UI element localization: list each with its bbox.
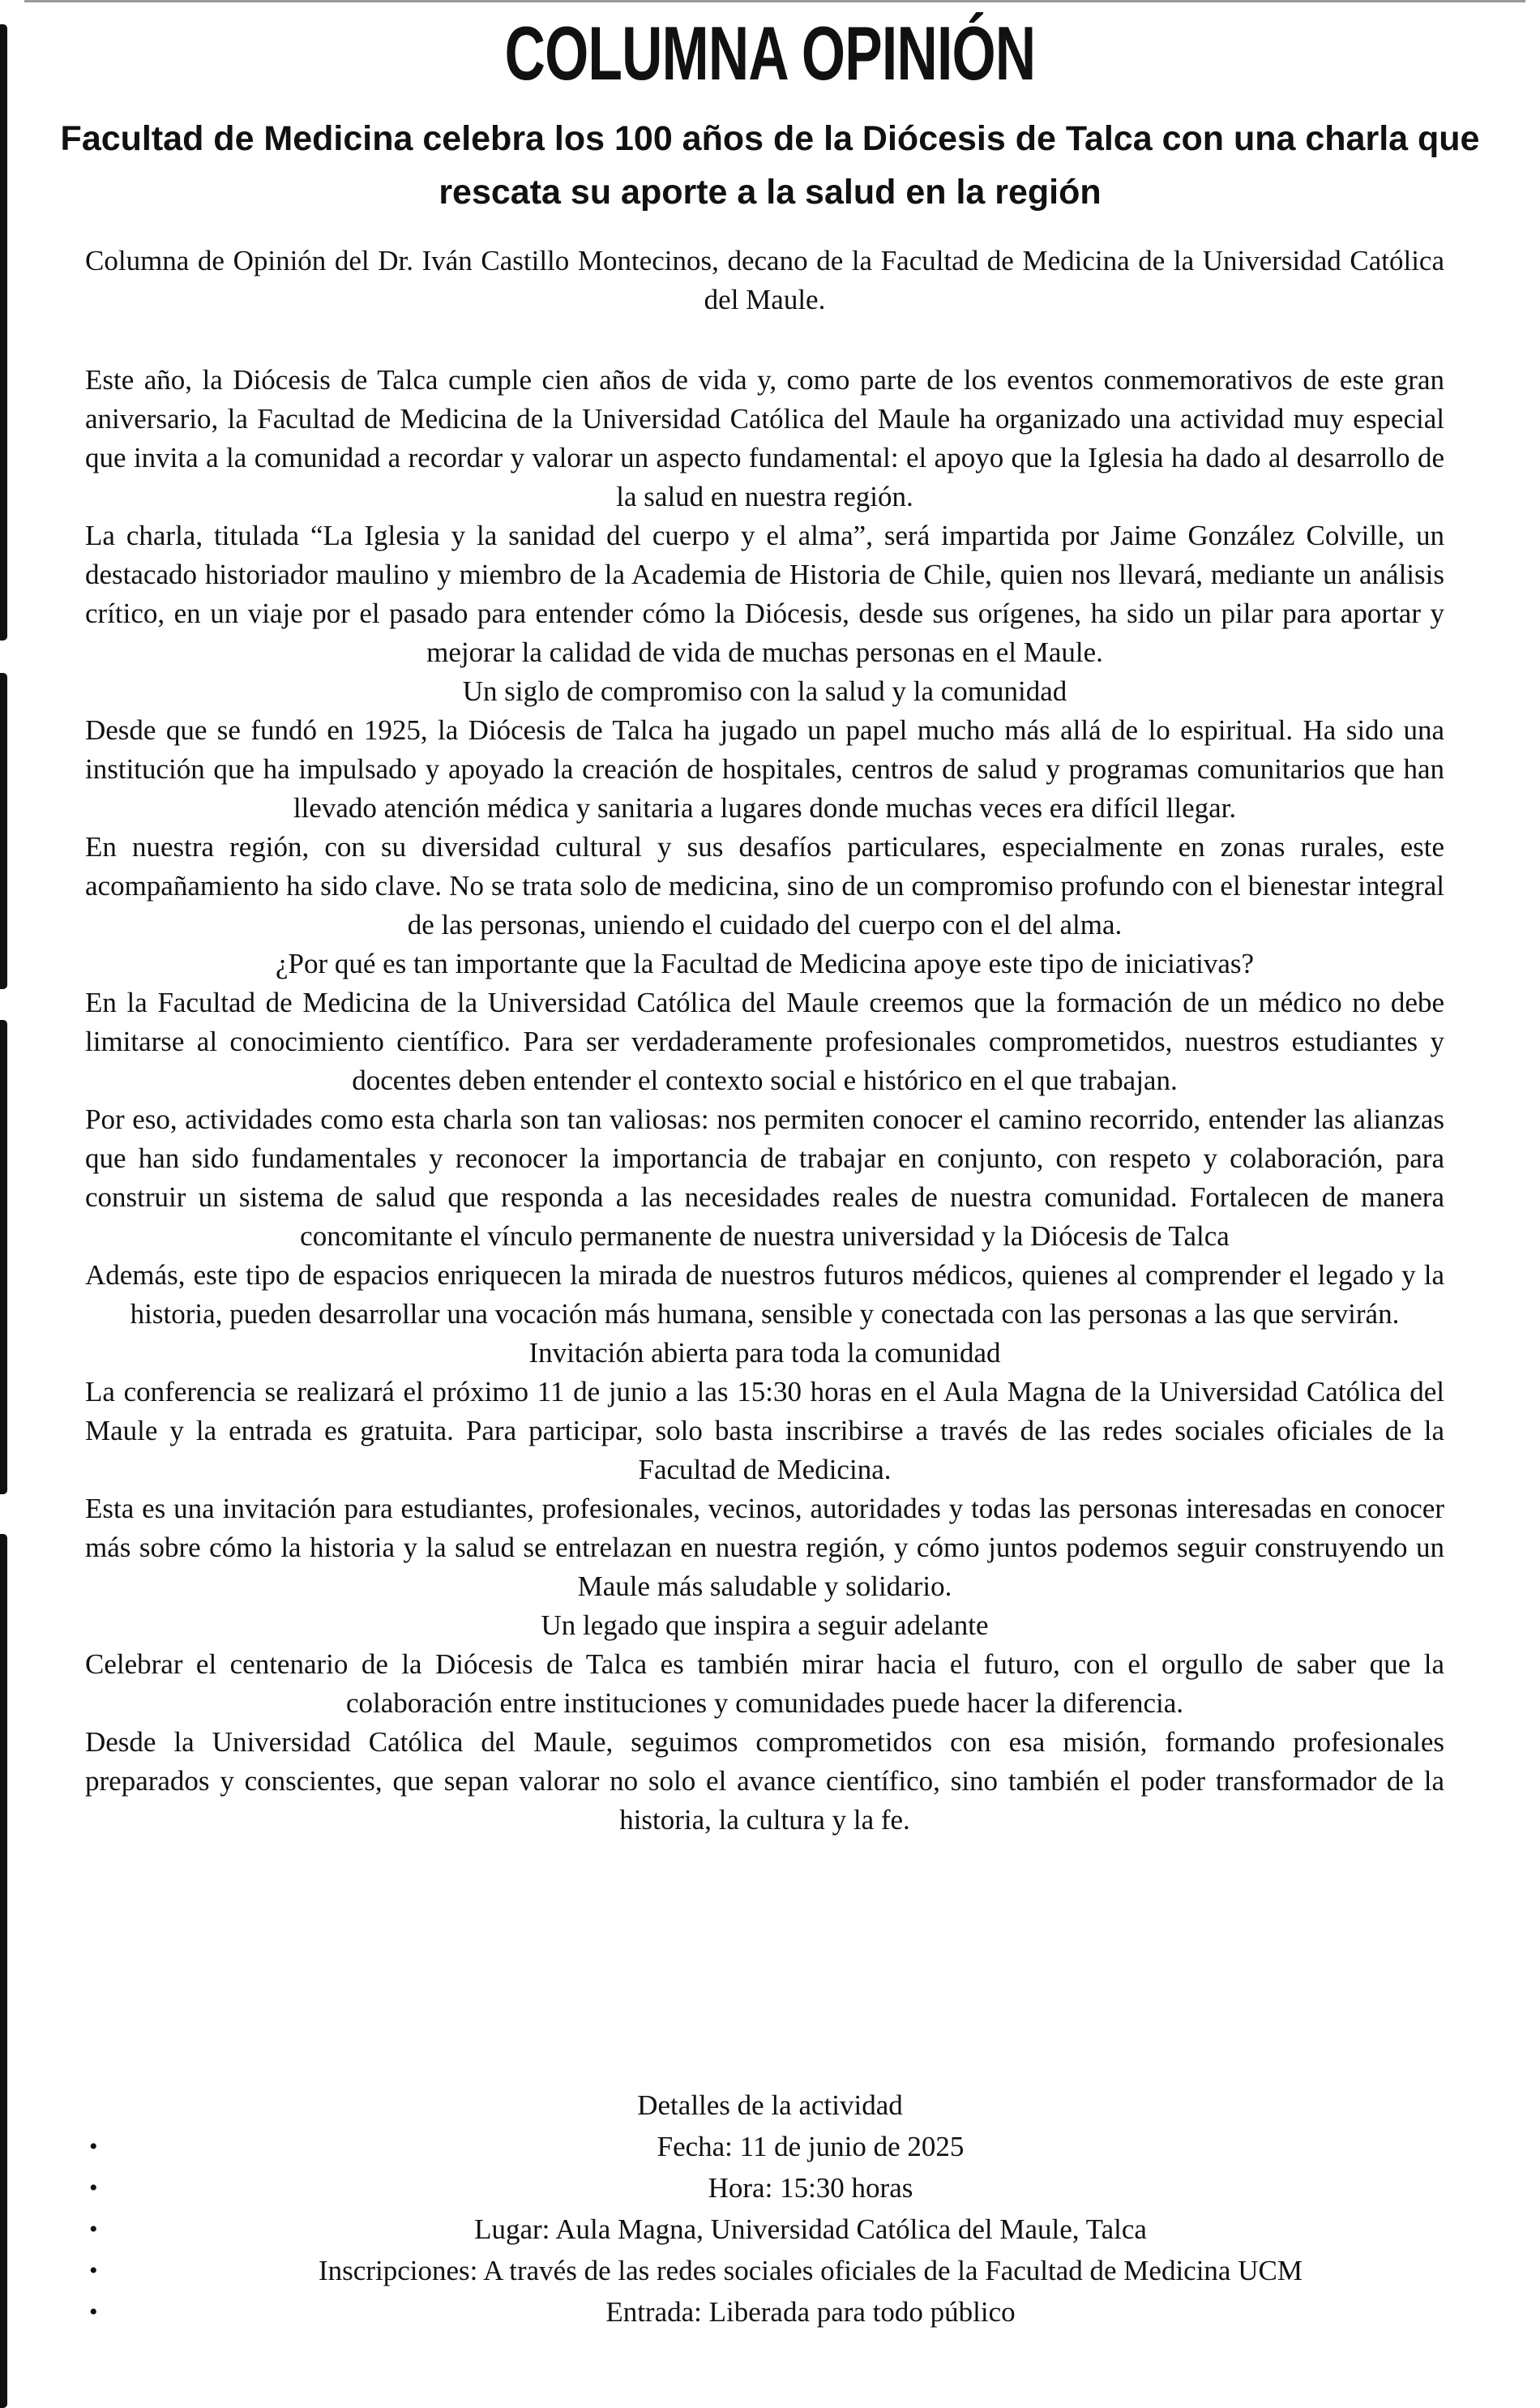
detail-entry: Entrada: Liberada para todo público <box>605 2296 1016 2328</box>
byline: Columna de Opinión del Dr. Iván Castillo Montecinos, decano de la Facultad de Medicina de la Universidad Católica del Maule. <box>85 245 1444 315</box>
bullet-icon: • <box>89 2216 98 2243</box>
list-item <box>0 2291 1540 2333</box>
detail-place: Lugar: Aula Magna, Universidad Católica del Maule, Talca <box>474 2213 1147 2245</box>
headline: Facultad de Medicina celebra los 100 años de la Diócesis de Talca con una charla que rescata su aporte a la salud en la región <box>60 119 1480 212</box>
paragraph: Por eso, actividades como esta charla son tan valiosas: nos permiten conocer el camino recorrido, entender las alianzas que han sido fundamentales y reconocer la importancia de trabajar en conjunto, con respeto y colaboración, para construir un sistema de salud que responda a las necesidades reales de nuestra comunidad. Fortalecen de manera concomitante el vínculo permanente de nuestra universidad y la Diócesis de Talca <box>85 1103 1444 1252</box>
paragraph: Desde que se fundó en 1925, la Diócesis de Talca ha jugado un papel mucho más allá de lo espiritual. Ha sido una institución que ha impulsado y apoyado la creación de hospitales, centros de salud y programas comunitarios que han llevado atención médica y sanitaria a lugares donde muchas veces era difícil llegar. <box>85 714 1444 824</box>
details-list <box>0 2126 1540 2333</box>
article-body <box>85 361 1444 1840</box>
bullet-icon: • <box>89 2174 98 2201</box>
activity-details <box>0 2085 1540 2333</box>
section-heading: Un legado que inspira a seguir adelante <box>541 1609 989 1641</box>
list-item <box>0 2126 1540 2167</box>
section-heading: ¿Por qué es tan importante que la Facultad de Medicina apoye este tipo de iniciativas? <box>275 948 1255 979</box>
page-edge-bracket <box>0 24 7 641</box>
detail-date: Fecha: 11 de junio de 2025 <box>657 2131 965 2162</box>
paragraph: Este año, la Diócesis de Talca cumple cien años de vida y, como parte de los eventos conmemorativos de este gran aniversario, la Facultad de Medicina de la Universidad Católica del Maule ha organizado una actividad muy especial que invita a la comunidad a recordar y valorar un aspecto fundamental: el apoyo que la Iglesia ha dado al desarrollo de la salud en nuestra región. <box>85 364 1444 512</box>
top-rule <box>24 0 1525 2</box>
list-item <box>0 2209 1540 2250</box>
paragraph: Además, este tipo de espacios enriquecen la mirada de nuestros futuros médicos, quienes al comprender el legado y la historia, pueden desarrollar una vocación más humana, sensible y conectada con las personas a las que servirán. <box>85 1259 1444 1330</box>
paragraph: La charla, titulada “La Iglesia y la sanidad del cuerpo y el alma”, será impartida por Jaime González Colville, un destacado historiador maulino y miembro de la Academia de Historia de Chile, quien nos llevará, mediante un análisis crítico, en un viaje por el pasado para entender cómo la Diócesis, desde sus orígenes, ha sido un pilar para aportar y mejorar la calidad de vida de muchas personas en el Maule. <box>85 520 1444 668</box>
paragraph: Celebrar el centenario de la Diócesis de Talca es también mirar hacia el futuro, con el orgullo de saber que la colaboración entre instituciones y comunidades puede hacer la diferencia. <box>85 1648 1444 1719</box>
section-heading: Invitación abierta para toda la comunidad <box>528 1337 1001 1369</box>
list-item <box>0 2167 1540 2209</box>
details-title: Detalles de la actividad <box>637 2089 903 2121</box>
paragraph: Esta es una invitación para estudiantes, profesionales, vecinos, autoridades y todas las personas interesadas en conocer más sobre cómo la historia y la salud se entrelazan en nuestra región, y cómo juntos podemos seguir construyendo un Maule más saludable y solidario. <box>85 1493 1444 1602</box>
paragraph: Desde la Universidad Católica del Maule, seguimos comprometidos con esa misión, formando profesionales preparados y conscientes, que sepan valorar no solo el avance científico, sino también el poder transformador de la historia, la cultura y la fe. <box>85 1726 1444 1836</box>
masthead: COLUMNA OPINIÓN <box>504 11 1036 96</box>
page-edge-bracket <box>0 1020 7 1494</box>
detail-time: Hora: 15:30 horas <box>708 2172 913 2204</box>
bullet-icon: • <box>89 2299 98 2325</box>
section-heading: Un siglo de compromiso con la salud y la comunidad <box>462 675 1067 707</box>
paragraph: En la Facultad de Medicina de la Universidad Católica del Maule creemos que la formación de un médico no debe limitarse al conocimiento científico. Para ser verdaderamente profesionales comprometidos, nuestros estudiantes y docentes deben entender el contexto social e histórico en el que trabajan. <box>85 987 1444 1096</box>
bullet-icon: • <box>89 2257 98 2284</box>
page-edge-bracket <box>0 673 7 989</box>
detail-registration: Inscripciones: A través de las redes sociales oficiales de la Facultad de Medicina UCM <box>319 2255 1303 2286</box>
bullet-icon: • <box>89 2133 98 2160</box>
paragraph: La conferencia se realizará el próximo 11 de junio a las 15:30 horas en el Aula Magna de la Universidad Católica del Maule y la entrada es gratuita. Para participar, solo basta inscribirse a través de las redes sociales oficiales de la Facultad de Medicina. <box>85 1376 1444 1485</box>
paragraph: En nuestra región, con su diversidad cultural y sus desafíos particulares, especialmente en zonas rurales, este acompañamiento ha sido clave. No se trata solo de medicina, sino de un compromiso profundo con el bienestar integral de las personas, uniendo el cuidado del cuerpo con el del alma. <box>85 831 1444 940</box>
list-item <box>0 2250 1540 2291</box>
